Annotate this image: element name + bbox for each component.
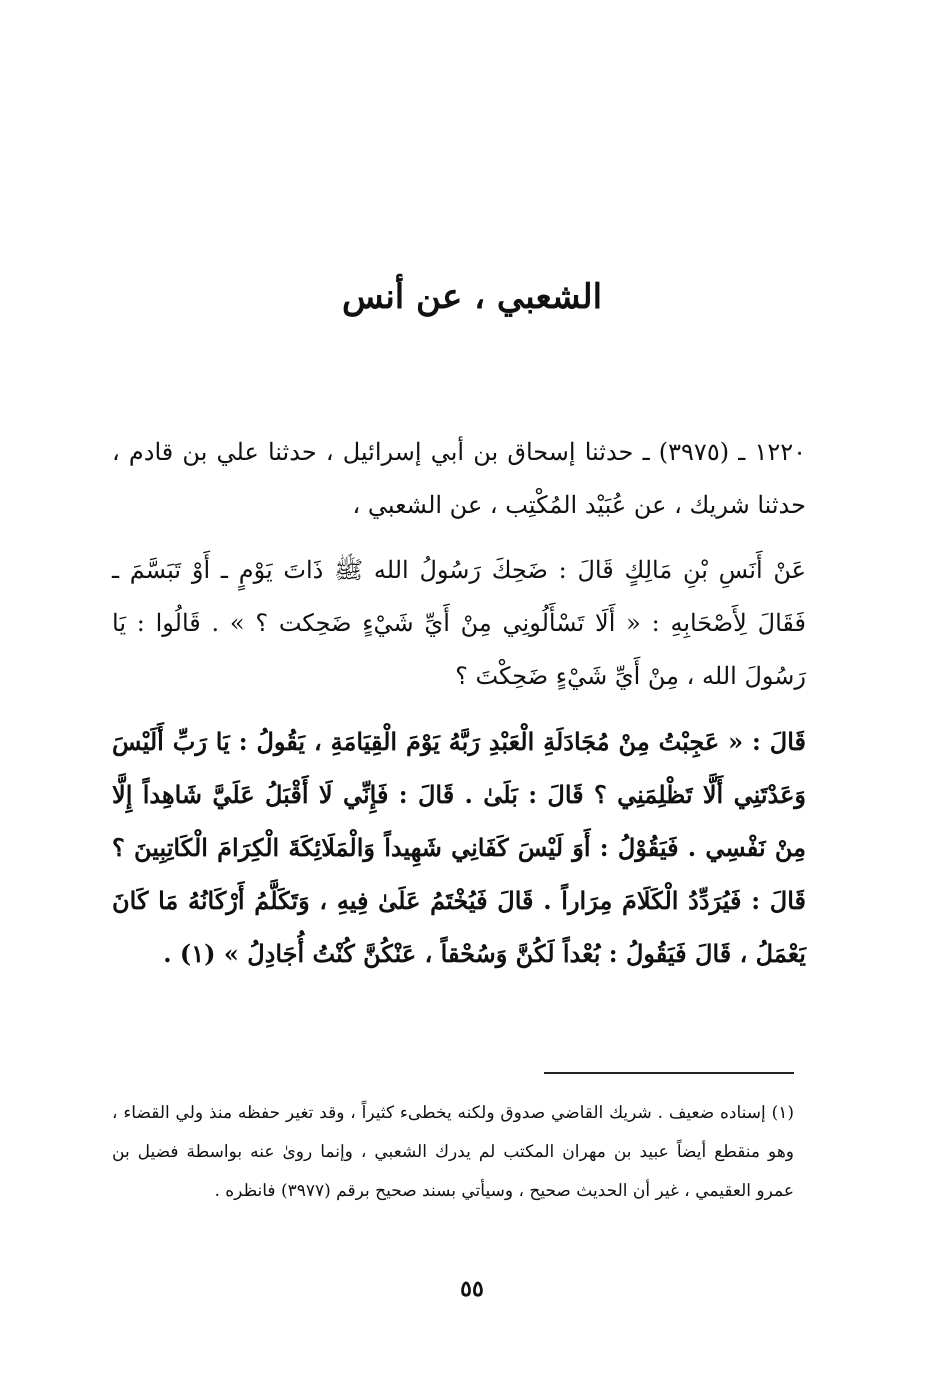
page-number: ٥٥: [460, 1276, 484, 1302]
hadith-isnad: ١٢٢٠ ـ (٣٩٧٥) ـ حدثنا إسحاق بن أبي إسرائيل ، حدثنا علي بن قادم ، حدثنا شريك ، عن عُبَيْد المُكْتِب ، عن الشعبي ،: [112, 438, 807, 519]
hadith-matn-paragraph-1: عَنْ أَنَسِ بْنِ مَالِكٍ قَالَ : ضَحِكَ رَسُولُ الله ﷺ ذَاتَ يَوْمٍ ـ أَوْ تَبَسَّمَ ـ فَقَالَ لِأَصْحَابِهِ : « أَلَا تَسْأَلُونِي مِنْ أَيِّ شَيْءٍ ضَحِكت ؟ » . قَالُوا : يَا رَسُولَ الله ، مِنْ أَيِّ شَيْءٍ ضَحِكْتَ ؟: [112, 556, 806, 690]
footnote: (١) إسناده ضعيف . شريك القاضي صدوق ولكنه يخطىء كثيراً ، وقد تغير حفظه منذ ولي القضاء ، وهو منقطع أيضاً عبيد بن مهران المكتب لم يدرك الشعبي ، وإنما روىٰ عنه بواسطة فضيل بن عمرو العقيمي ، غير أن الحديث صحيح ، وسيأتي بسند صحيح برقم (٣٩٧٧) فانظره .: [112, 1103, 794, 1201]
hadith-matn-paragraph-2: قَالَ : « عَجِبْتُ مِنْ مُجَادَلَةِ الْعَبْدِ رَبَّهُ يَوْمَ الْقِيَامَةِ ، يَقُولُ : يَا رَبِّ أَلَيْسَ وَعَدْتَنِي أَلَّا تَظْلِمَنِي ؟ قَالَ : بَلَىٰ . قَالَ : فَإِنِّي لَا أَقْبَلُ عَلَيَّ شَاهِداً إِلَّا مِنْ نَفْسِي . فَيَقُوْلُ : أَوَ لَيْسَ كَفَانِي شَهِيداً وَالْمَلَائِكَةَ الْكِرَامَ الْكَاتِبِينَ ؟ قَالَ : فَيُرَدِّدُ الْكَلَامَ مِرَاراً . قَالَ فَيُخْتَمُ عَلَىٰ فِيهِ ، وَتَكَلَّمُ أَرْكَانُهُ مَا كَانَ يَعْمَلُ ، قَالَ فَيَقُولُ : بُعْداً لَكُنَّ وَسُحْقاً ، عَنْكُنَّ كُنْتُ أُجَادِلُ » (١) .: [112, 727, 806, 968]
chapter-title: الشعبي ، عن أنس: [341, 277, 603, 317]
footnote-divider: [544, 1072, 794, 1074]
